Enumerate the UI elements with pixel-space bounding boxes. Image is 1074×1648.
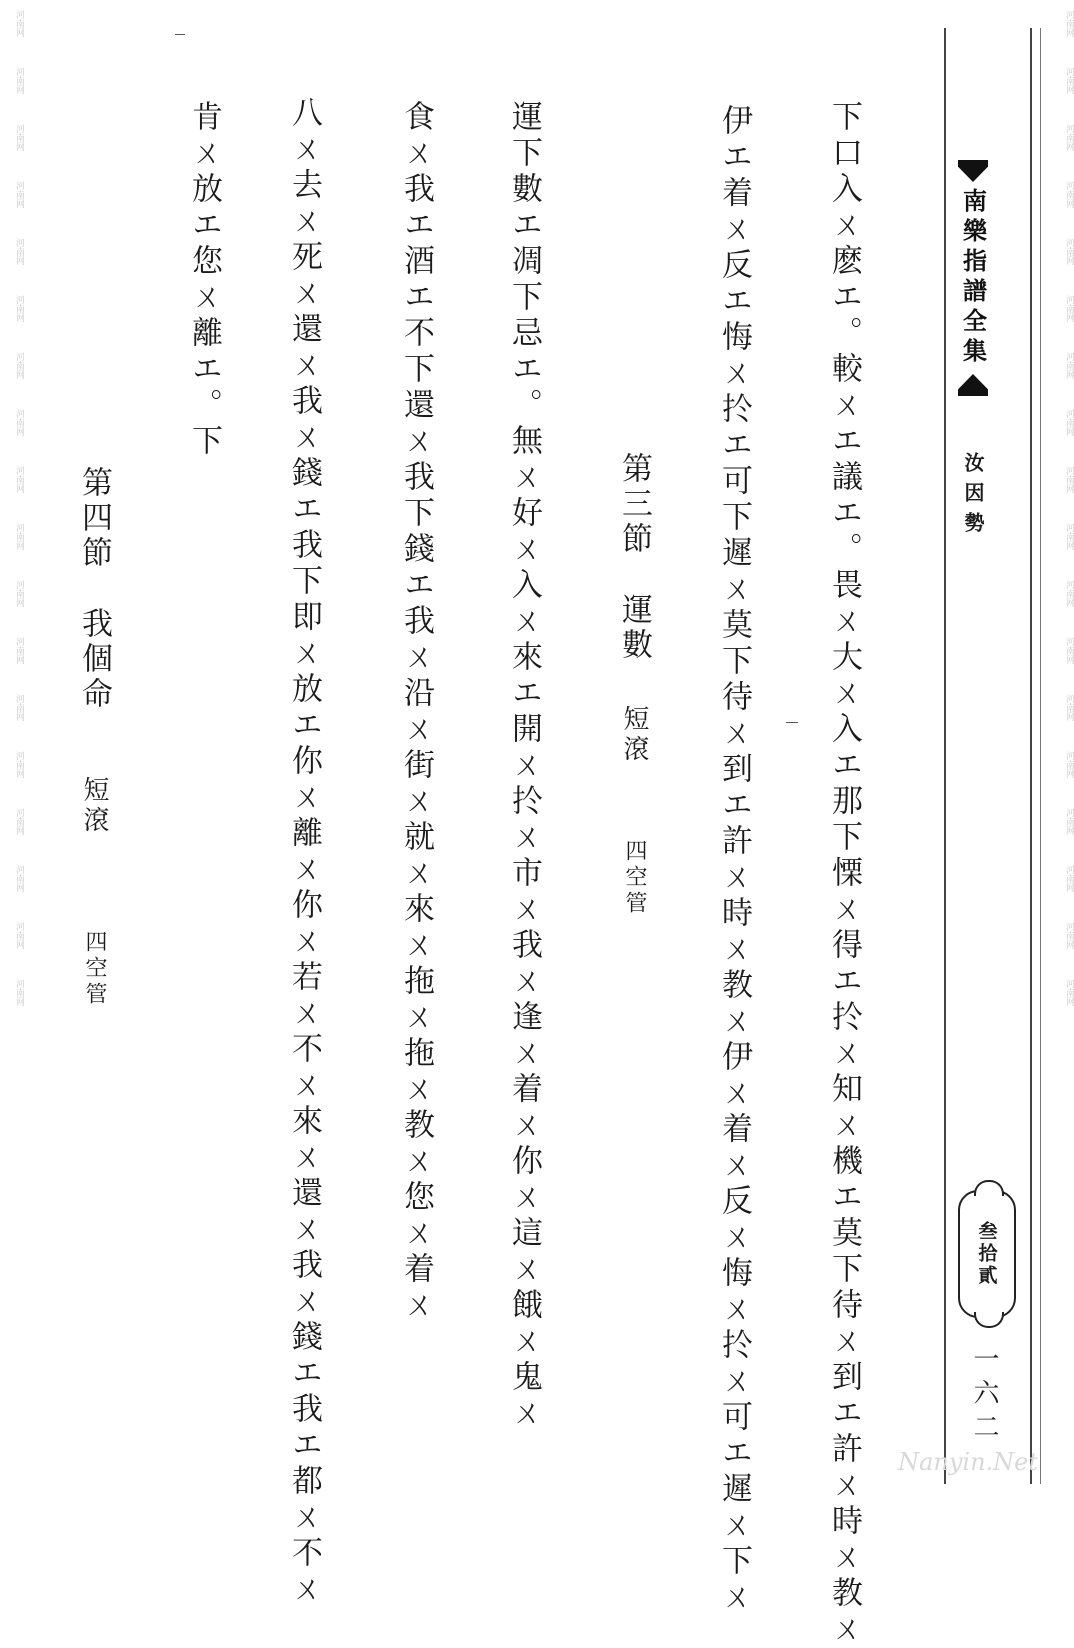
score-column-5: 食ㄨ我エ酒エ不下還ㄨ我下錢エ我ㄨ沿ㄨ街ㄨ就ㄨ來ㄨ拖ㄨ拖ㄨ教ㄨ您ㄨ着ㄨ — [398, 100, 434, 1324]
book-title-block — [957, 160, 989, 400]
right-watermark-strip: 河南网 河南网 河南网 河南网 河南网 河南网 河南网 河南网 河南网 河南网 河南网 河南网 河南网 河南网 河南网 河南网 河南网 河南网 — [1064, 10, 1074, 1006]
site-watermark: Nanyin.Net — [898, 1448, 1038, 1476]
chapter-label: 汝因勢 — [961, 452, 985, 542]
page-number: 一六二 — [969, 1345, 999, 1447]
book-title: 南樂指譜全集 — [958, 188, 987, 368]
score-column-6: 八ㄨ去ㄨ死ㄨ還ㄨ我ㄨ錢エ我下即ㄨ放エ你ㄨ離ㄨ你ㄨ若ㄨ不ㄨ來ㄨ還ㄨ我ㄨ錢エ我エ都ㄨ不ㄨ — [286, 96, 322, 1608]
title-bracket-top — [958, 160, 988, 182]
score-column-2: 伊エ着ㄨ反エ悔ㄨ扵エ可下遲ㄨ莫下待ㄨ到エ許ㄨ時ㄨ教ㄨ伊ㄨ着ㄨ反ㄨ悔ㄨ扵ㄨ可エ遲ㄨ下ㄨ — [716, 104, 752, 1616]
page-edge-rule-outer — [1040, 28, 1041, 1484]
section-3-type: 短滾 — [619, 704, 649, 765]
section-heading-3 — [612, 452, 657, 917]
page-edge-rule — [1030, 28, 1032, 1484]
section-heading-4 — [72, 466, 117, 1008]
score-column-7: 肯ㄨ放エ您ㄨ離エ。下 — [186, 100, 222, 460]
section-3-title: 運數 — [616, 592, 652, 663]
left-watermark-strip: 河南网 河南网 河南网 河南网 河南网 河南网 河南网 河南网 河南网 河南网 河南网 河南网 河南网 河南网 河南网 河南网 河南网 河南网 — [14, 10, 24, 1006]
stray-mark — [786, 722, 798, 723]
page-badge — [958, 1190, 1016, 1318]
section-4-type: 短滾 — [79, 775, 109, 836]
stray-mark — [175, 34, 185, 35]
section-3-mode: 四空管 — [622, 838, 647, 917]
section-4-number: 第四節 — [76, 466, 112, 571]
header-band-left-rule — [944, 28, 946, 1484]
section-4-mode: 四空管 — [82, 929, 107, 1008]
score-column-4: 運下數エ凋下忌エ。無ㄨ好ㄨ入ㄨ來エ開ㄨ扵ㄨ市ㄨ我ㄨ逢ㄨ着ㄨ你ㄨ這ㄨ餓ㄨ鬼ㄨ — [506, 100, 542, 1432]
page-badge-text: 叁拾貳 — [975, 1221, 998, 1287]
section-3-number: 第三節 — [616, 452, 652, 557]
title-bracket-bottom — [958, 374, 988, 396]
score-column-1: 下口入ㄨ麽エ。較ㄨエ議エ。畏ㄨ大ㄨ入エ那下慄ㄨ得エ扵ㄨ知ㄨ機エ莫下待ㄨ到エ許ㄨ時ㄨ教ㄨ — [826, 100, 862, 1648]
section-4-title: 我個命 — [76, 606, 112, 712]
